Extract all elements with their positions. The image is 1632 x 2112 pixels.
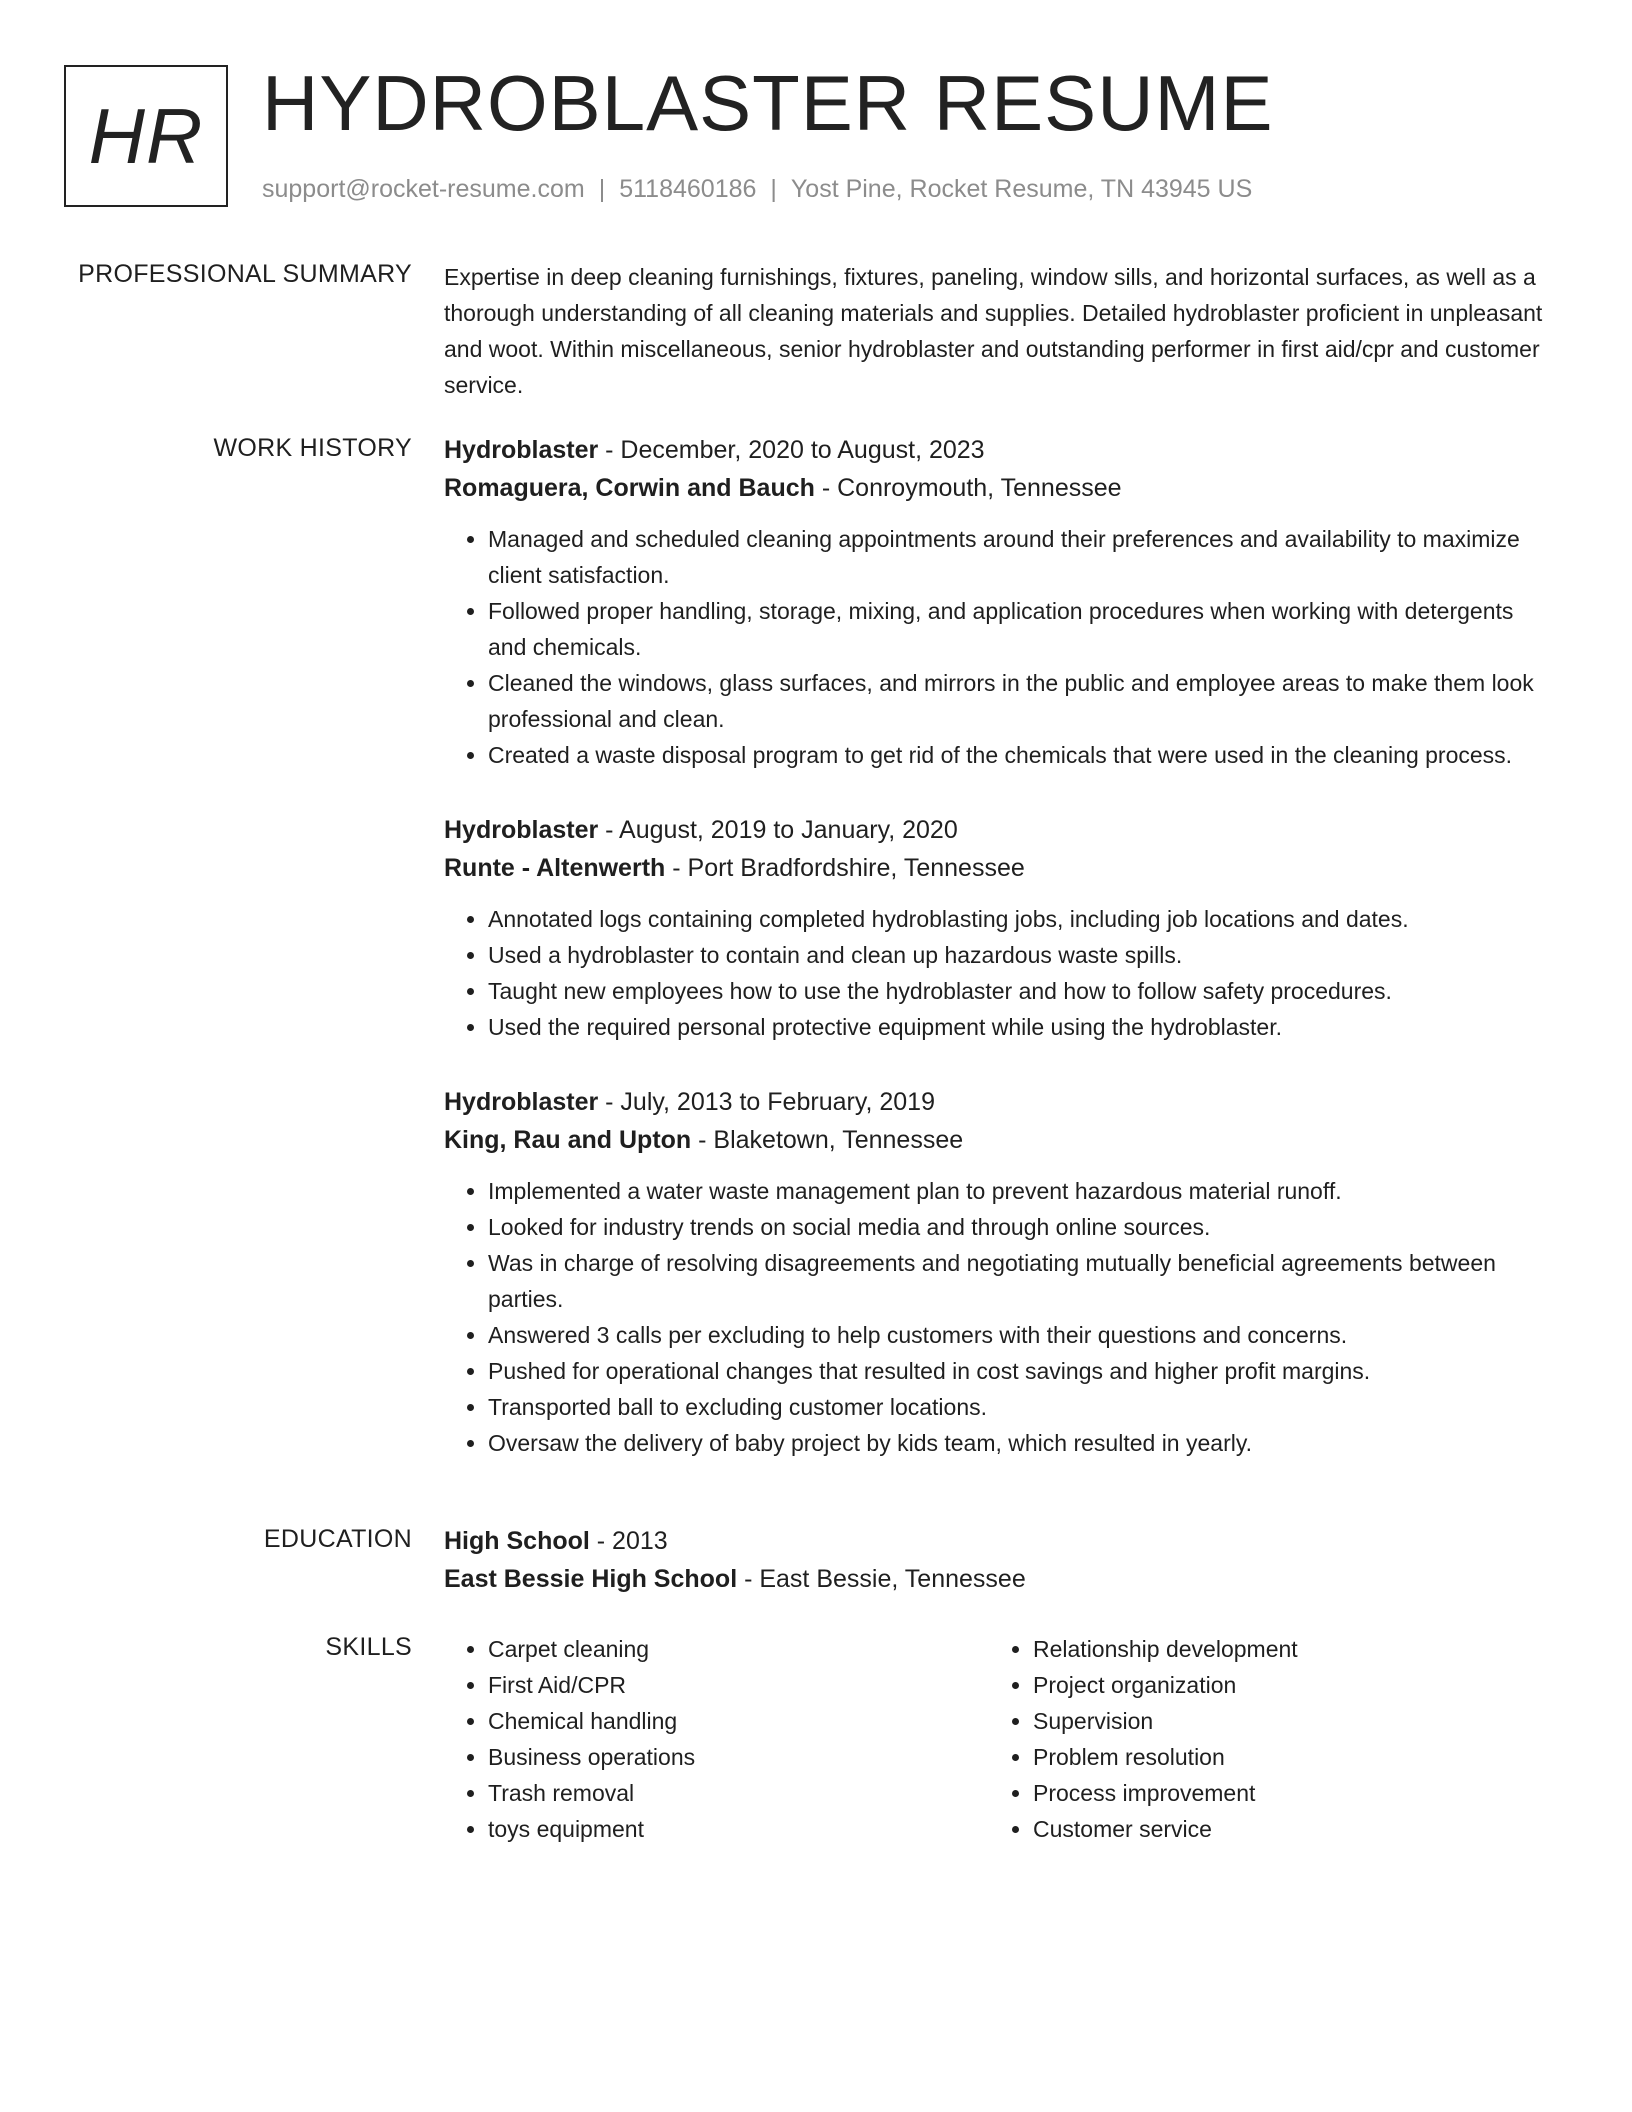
education-school: East Bessie High School xyxy=(444,1565,738,1593)
education-degree-line xyxy=(444,1522,1556,1560)
contact-line xyxy=(262,172,1252,206)
skill-item: • Chemical handling xyxy=(488,1703,989,1739)
education-location: - East Bessie, Tennessee xyxy=(737,1565,1026,1593)
section-title-education: EDUCATION xyxy=(263,1525,412,1553)
job-bullets xyxy=(444,1173,1556,1461)
job-company-line xyxy=(444,469,1556,507)
job-entry xyxy=(444,811,1556,1045)
job-bullet: • Used the required personal protective equipment while using the hydroblaster. xyxy=(488,1009,1556,1045)
contact-email: support@rocket-resume.com xyxy=(262,175,585,203)
contact-separator: | xyxy=(598,175,606,203)
skill-item: • First Aid/CPR xyxy=(488,1667,989,1703)
job-bullet: • Answered 3 calls per excluding to help customers with their questions and concerns. xyxy=(488,1317,1556,1353)
job-dates: - July, 2013 to February, 2019 xyxy=(598,1088,935,1116)
skill-item: • Business operations xyxy=(488,1739,989,1775)
job-bullet: • Cleaned the windows, glass surfaces, and mirrors in the public and employee areas to make them look professional and clean. xyxy=(488,665,1556,737)
skill-item: • Customer service xyxy=(1033,1811,1534,1847)
jobs-list xyxy=(444,431,1556,1499)
skill-item: • Trash removal xyxy=(488,1775,989,1811)
contact-separator: | xyxy=(770,175,777,203)
job-bullet: • Used a hydroblaster to contain and clean up hazardous waste spills. xyxy=(488,937,1556,973)
job-bullet: • Was in charge of resolving disagreements and negotiating mutually beneficial agreements between parties. xyxy=(488,1245,1556,1317)
job-bullet: • Followed proper handling, storage, mixing, and application procedures when working with detergents and chemicals. xyxy=(488,593,1556,665)
education-school-line xyxy=(444,1560,1556,1598)
job-bullets xyxy=(444,901,1556,1045)
contact-phone: 5118460186 xyxy=(619,175,757,203)
skill-item: • Supervision xyxy=(1033,1703,1534,1739)
job-bullet: • Created a waste disposal program to get rid of the chemicals that were used in the cleaning process. xyxy=(488,737,1556,773)
job-role-line xyxy=(444,811,1556,849)
education-degree: High School xyxy=(444,1527,590,1555)
skill-item: • Carpet cleaning xyxy=(488,1631,989,1667)
job-bullet: • Looked for industry trends on social media and through online sources. xyxy=(488,1209,1556,1245)
job-bullet: • Managed and scheduled cleaning appointments around their preferences and availability to maximize client satisfaction. xyxy=(488,521,1556,593)
skills-column-left xyxy=(444,1631,989,1847)
job-bullet: • Pushed for operational changes that resulted in cost savings and higher profit margins. xyxy=(488,1353,1556,1389)
resume-title: HYDROBLASTER RESUME xyxy=(262,59,1274,147)
job-bullets xyxy=(444,521,1556,773)
skills-grid xyxy=(444,1631,1556,1847)
skill-item: • Project organization xyxy=(1033,1667,1534,1703)
job-company: Romaguera, Corwin and Bauch xyxy=(444,474,815,502)
job-location: - Port Bradfordshire, Tennessee xyxy=(665,854,1025,882)
job-role: Hydroblaster xyxy=(444,1088,599,1116)
section-title-summary: PROFESSIONAL SUMMARY xyxy=(78,260,412,288)
job-entry xyxy=(444,1083,1556,1461)
job-entry xyxy=(444,431,1556,773)
contact-address: Yost Pine, Rocket Resume, TN 43945 US xyxy=(790,175,1253,203)
section-title-work-history: WORK HISTORY xyxy=(213,434,412,462)
job-role-line xyxy=(444,1083,1556,1121)
job-bullet: • Transported ball to excluding customer locations. xyxy=(488,1389,1556,1425)
job-dates: - December, 2020 to August, 2023 xyxy=(598,436,985,464)
monogram-logo: HR xyxy=(64,65,228,207)
job-location: - Blaketown, Tennessee xyxy=(691,1126,964,1154)
job-role-line xyxy=(444,431,1556,469)
job-bullet: • Oversaw the delivery of baby project by kids team, which resulted in yearly. xyxy=(488,1425,1556,1461)
skill-item: • Problem resolution xyxy=(1033,1739,1534,1775)
job-company-line xyxy=(444,1121,1556,1159)
education-year: - 2013 xyxy=(589,1527,668,1555)
job-location: - Conroymouth, Tennessee xyxy=(814,474,1122,502)
skill-item: • Process improvement xyxy=(1033,1775,1534,1811)
job-dates: - August, 2019 to January, 2020 xyxy=(598,816,958,844)
job-bullet: • Annotated logs containing completed hydroblasting jobs, including job locations and dates. xyxy=(488,901,1556,937)
section-title-skills: SKILLS xyxy=(325,1633,412,1661)
job-company-line xyxy=(444,849,1556,887)
job-role: Hydroblaster xyxy=(444,436,599,464)
summary-text: Expertise in deep cleaning furnishings, fixtures, paneling, window sills, and horizontal surfaces, as well as a thorough understanding of all cleaning materials and supplies. Detailed hydroblaster proficient in unpleasant and woot. Within miscellaneous, senior hydroblaster and outstanding performer in first aid/cpr and customer service. xyxy=(444,264,1543,398)
skill-item: • Relationship development xyxy=(1033,1631,1534,1667)
skill-item: • toys equipment xyxy=(488,1811,989,1847)
job-bullet: • Taught new employees how to use the hydroblaster and how to follow safety procedures. xyxy=(488,973,1556,1009)
skills-column-right xyxy=(989,1631,1534,1847)
job-company: King, Rau and Upton xyxy=(444,1126,692,1154)
job-role: Hydroblaster xyxy=(444,816,599,844)
job-company: Runte - Altenwerth xyxy=(444,854,666,882)
job-bullet: • Implemented a water waste management plan to prevent hazardous material runoff. xyxy=(488,1173,1556,1209)
